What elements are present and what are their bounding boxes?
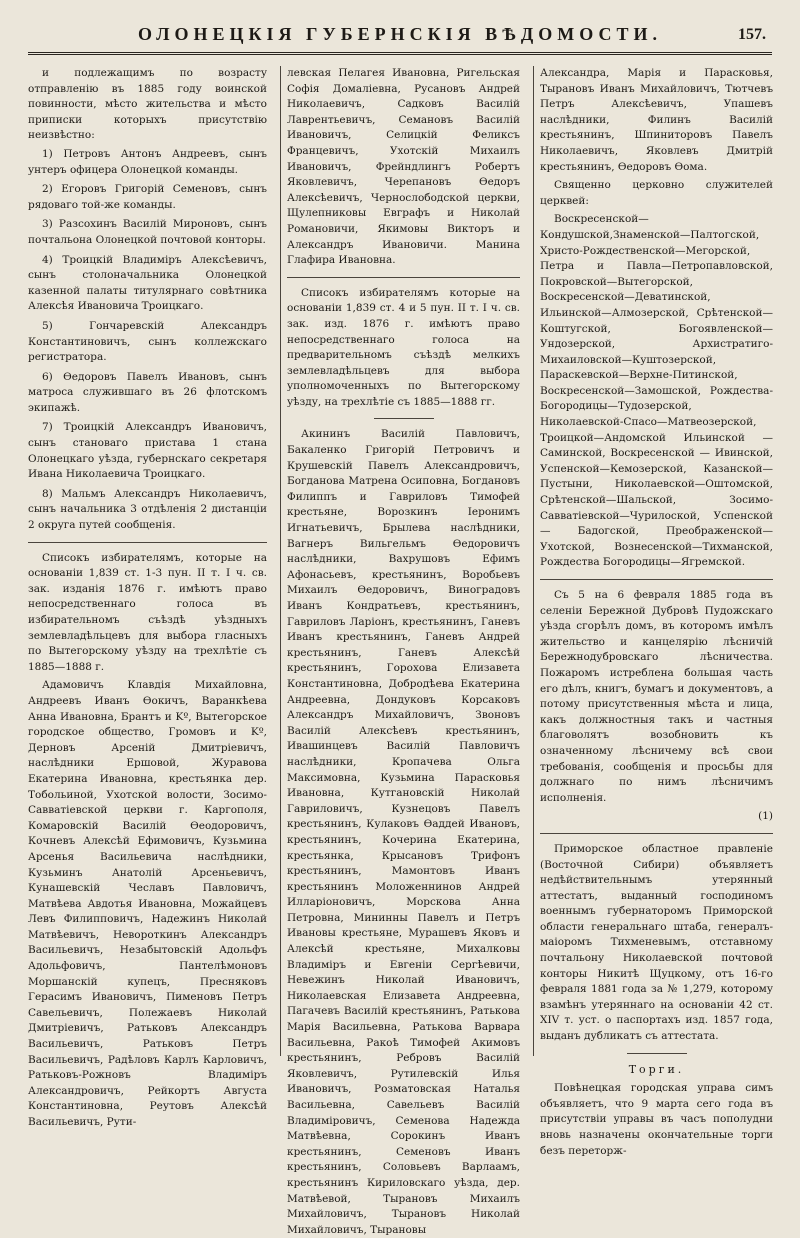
voter-list-body: Адамовичъ Клавдія Михайловна, Андреевъ Иванъ Ѳокичъ, Варанкѣева Анна Ивановна, Брантъ и Kº, Вытегорское городское общество, Громовъ и Kº, Дерновъ Арсеній Дмитріевичъ, наслѣдники Ершовой, Журавова Екатерина Ивановна, крестьянка дер. Тобольиной, Ухотской волости, Зосимо-Савватіевской церкви г. Каргополя, Комаровскій Василій Ѳеодоровичъ, Кочневъ Алексѣй Ефимовичъ, Кузьмина Арсенья Васильевича наслѣдники, Кузьминъ Анатолій Арсеньевичъ, Кунашевскій Чеславъ Павловичъ, Матвѣева Авдотья Ивановна, Можайцевъ Левъ Филипповичъ, Надежинъ Николай Матвѣевичъ, Невороткинъ Александръ Васильевичъ, Незабытовскій Адольфъ Адольфовичъ, Пантелѣмоновъ Моршанскій купецъ, Пресняковъ Герасимъ Ивановичъ, Пименовъ Петръ Савельевичъ, Полежаевъ Николай Дмитріевичъ, Ратьковъ Александръ Васильевичъ, Ратьковъ Петръ Васильевичъ, Радѣловъ Карлъ Карловичъ, Ратьковъ-Рожновъ Владиміръ Александровичъ, Рейкортъ Августа Константиновна, Реутовъ Алексѣй Васильевичъ, Рути- [28,679,267,1128]
churches-title: Священно церковно служителей церквей: [540,179,773,207]
small-voter-list-title: Списокъ избирателямъ которые на основаніи 1,839 ст. 4 и 5 пун. II т. I ч. св. зак. изд. 1876 г. имѣютъ право непосредственнаго голоса на предварительномъ съѣздѣ мелкихъ землевладѣльцевъ для выбора уполномоченныхъ по Вытегорскому уѣзду, на трехлѣтіе съ 1885—1888 гг. [287,286,520,408]
list-item: 5) Гончаревскій Александръ Константиновичъ, сынъ коллежскаго регистратора. [28,319,267,364]
divider [287,277,520,278]
small-voter-list-body: Акининъ Василій Павловичъ, Бакаленко Григорій Петровичъ и Крушевскій Павелъ Александровичъ, Богданова Матрена Осиповна, Богдановъ Филиппъ и Гавриловъ Тимофей крестьяне, Ворозкинъ Іеронимъ Игнатьевичъ, Брылева наслѣдники, Вагнеръ Вильгельмъ Ѳедоровичъ наслѣдники, Вахрушовъ Ефимъ Афонасьевъ, крестьянинъ, Воробьевъ Михаилъ Ѳедоровичъ, Виноградовъ Иванъ Кондратьевъ, крестьянинъ, Гавриловъ Ларіонъ, крестьянинъ, Ганевъ Иванъ крестьянинъ, Ганевъ Андрей крестьянинъ, Ганевъ Алексѣй крестьянинъ, Горохова Елизавета Константиновна, Добродѣева Екатерина Андреевна, Дондуковъ Корсаковъ Александръ Михайловичъ, Звоновъ Василій Алексѣевъ крестьянинъ, Ивашинцевъ Василій Павловичъ наслѣдники, Кропачева Ольга Максимовна, Кузьмина Парасковья Ивановна, Кутгановскій Николай Гавриловичъ, Кузнецовъ Павелъ крестьянинъ, Кулаковъ Ѳаддей Ивановъ, крестьянинъ, Кочерина Екатерина, крестьянка, Крысановъ Трифонъ крестьянинъ, Мамонтовъ Иванъ крестьянинъ Моложеннинов Андрей Илларіоновичъ, Морскова Анна Петровна, Мининны Павелъ и Петръ Ивановы крестьяне, Мурашевъ Яковъ и Алексѣй крестьяне, Михалковы Владиміръ и Евгеніи Сергѣевичи, Невежинъ Николай Ивановичъ, Николаевская Елизавета Андреевна, Пагачевъ Василій крестьянинъ, Ратькова Марія Васильевна, Ратькова Варвара Васильевна, Ракоѣ Тимофей Акимовъ крестьянинъ, Ребровъ Василій Яковлевичъ, Рутилевскій Илья Ивановичъ, Розматовская Наталья Васильевна, Савельевъ Василій Владиміровичъ, Семенова Надежда Матвѣевна, Сорокинъ Иванъ крестьянинъ, Семеновъ Иванъ крестьянинъ, Соловьевъ Варлаамъ, крестьянинъ Кириловскаго уѣзда, дер. Матвѣевой, Тырановъ Михаилъ Михайловичъ, Тырановъ Николай Михайловичъ, Тырановы [287,428,520,1236]
churches-list: Воскресенской—Кондушской,Знаменской—Палтогской, Христо-Рождественской—Мегорской, Петра и Павла—Петропавловской, Покровской—Вытегорской, Воскресенской—Деватинской, Ильинской—Алмозерской, Срѣтенской—Коштугской, Богоявленской—Ундозерской, Архистратиго-Михаиловской—Куштозерской, Параскевской—Верхне-Питинской, Воскресенской—Замошской, Рождества-Богородицы—Тудозерской, Николаевской-Спасо—Матвеозерской, Троицкой—Андомской Ильинской — Саминской, Воскресенской — Ивинской, Успенской—Кемозерской, Казанской—Пустыни, Николаевской—Оштомской, Срѣтенской—Шальской, Зосимо-Савватіевской—Чурилоской, Успенской — Бадогской, Преображенской—Ухотской, Вознесенской—Тихманской, Рождества Богородицы—Ягремской. [540,213,773,569]
divider [540,833,773,834]
list-item: 4) Троицкій Владиміръ Алексѣевичъ, сынъ столоначальника Олонецкой казенной палаты титулярнаго совѣтника Алексѣя Ивановича Троицкаго. [28,253,267,313]
column-2 [280,66,520,1236]
divider [627,1053,687,1054]
list-item: 6) Ѳедоровъ Павелъ Ивановъ, сынъ матроса служившаго въ 26 флотскомъ экипажѣ. [28,370,267,414]
auction-heading: Торги. [628,1062,685,1076]
newspaper-title: ОЛОНЕЦКІЯ ГУБЕРНСКІЯ ВѢДОМОСТИ. [137,24,663,44]
list-item: 8) Мальмъ Александръ Николаевичъ, сынъ начальника 3 отдѣленія 2 дистанціи 2 округа путей сообщенія. [28,487,267,532]
page-header [28,18,772,55]
small-voter-list-continued: Александра, Марія и Парасковья, Тырановъ Иванъ Михайловичъ, Тютчевъ Петръ Алексѣевичъ, Упашевъ наслѣдники, Филинъ Василій крестьянинъ, Шпиниторовъ Павелъ Николаевичъ, Яковлевъ Дмитрій крестьянинъ, Ѳедоровъ Ѳома. [540,67,773,173]
page-number: 157. [738,26,766,43]
divider [540,579,773,580]
voter-list-title: Списокъ избирателямъ, которые на основаніи 1,839 ст. 1-3 пун. II т. I ч. св. зак. изданія 1876 г. имѣютъ право непосредственнаго голоса въ избирательномъ съѣздѣ уѣздныхъ землевладѣльцевъ для выбора гласныхъ по Вытегорскому уѣзду на трехлѣтіе съ 1885—1888 г. [28,551,267,673]
voter-list-continued: левская Пелагея Ивановна, Ригельская Софія Домаліевна, Русановъ Андрей Николаевичъ, Садковъ Василій Лаврентьевичъ, Семановъ Василій Ивановичъ, Селицкій Феликсъ Францевичъ, Ухотскій Михаилъ Ивановичъ, Фрейндлингъ Робертъ Яковлевичъ, Черепановъ Ѳедоръ Алексѣевичъ, Черноcлободской церкви, Щулепниковы Евграфъ и Николай Романовичи, Якимовы Викторъ и Александръ Ивановичи. Манина Глафира Ивановна. [287,67,520,267]
notice-mark: (1) [758,810,773,823]
list-item: 2) Егоровъ Григорій Семеновъ, сынъ рядоваго той-же команды. [28,183,267,211]
column-3 [533,66,773,1157]
fire-notice: Съ 5 на 6 февраля 1885 года въ селеніи Бережной Дубровѣ Пудожскаго уѣзда сгорѣлъ домъ, въ которомъ имѣлъ жительство и канцелярію лѣсничій Бережнодубровскаго лѣсничества. Пожаромъ истреблена большая часть его дѣлъ, книгъ, бумагъ и документовъ, а потому присутственныя мѣста и лица, какъ должностныя такъ и частныя благоволятъ возобновить къ означенному лѣсничему всѣ свои требованія, сообщенія и просьбы для должнаго по нимъ лѣсничимъ исполненія. [540,589,773,804]
primorsk-notice: Приморское областное правленіе (Восточной Сибири) объявляетъ недѣйствительнымъ утерянный аттестатъ, выданный господиномъ военнымъ губернаторомъ Приморской области генеральнаго штаба, генералъ-маіоромъ Тихменевымъ, отставному почтальону Николаевской почтовой конторы Никитѣ Щуцкому, отъ 16-го февраля 1881 года за № 1,279, которому взамѣнъ утеряннаго на основаніи 42 ст. XIV т. уст. о паспортахъ изд. 1857 года, выданъ дубликатъ съ аттестата. [540,842,773,1043]
text-columns [28,66,773,1236]
auction-notice: Повѣнецкая городская управа симъ объявляетъ, что 9 марта сего года въ присутствіи управы въ часъ пополудни вновь назначены окончательные торги безъ переторж- [540,1082,773,1157]
list-item: 7) Троицкій Александръ Ивановичъ, сынъ становаго пристава 1 стана Олонецкаго уѣзда, губернскаго секретаря Ивана Николаевича Троицкаго. [28,421,267,481]
divider [28,542,267,543]
column-1 [28,66,267,1128]
divider [374,418,434,419]
intro-paragraph: и подлежащимъ по возрасту отправленію въ 1885 году воинской повинности, мѣсто жительства и мѣсто приписки которыхъ присутствію неизвѣстно: [28,67,267,142]
list-item: 3) Разсохинъ Василій Мироновъ, сынъ почтальона Олонецкой почтовой конторы. [28,218,267,246]
list-item: 1) Петровъ Антонъ Андреевъ, сынъ унтеръ офицера Олонецкой команды. [28,147,267,176]
